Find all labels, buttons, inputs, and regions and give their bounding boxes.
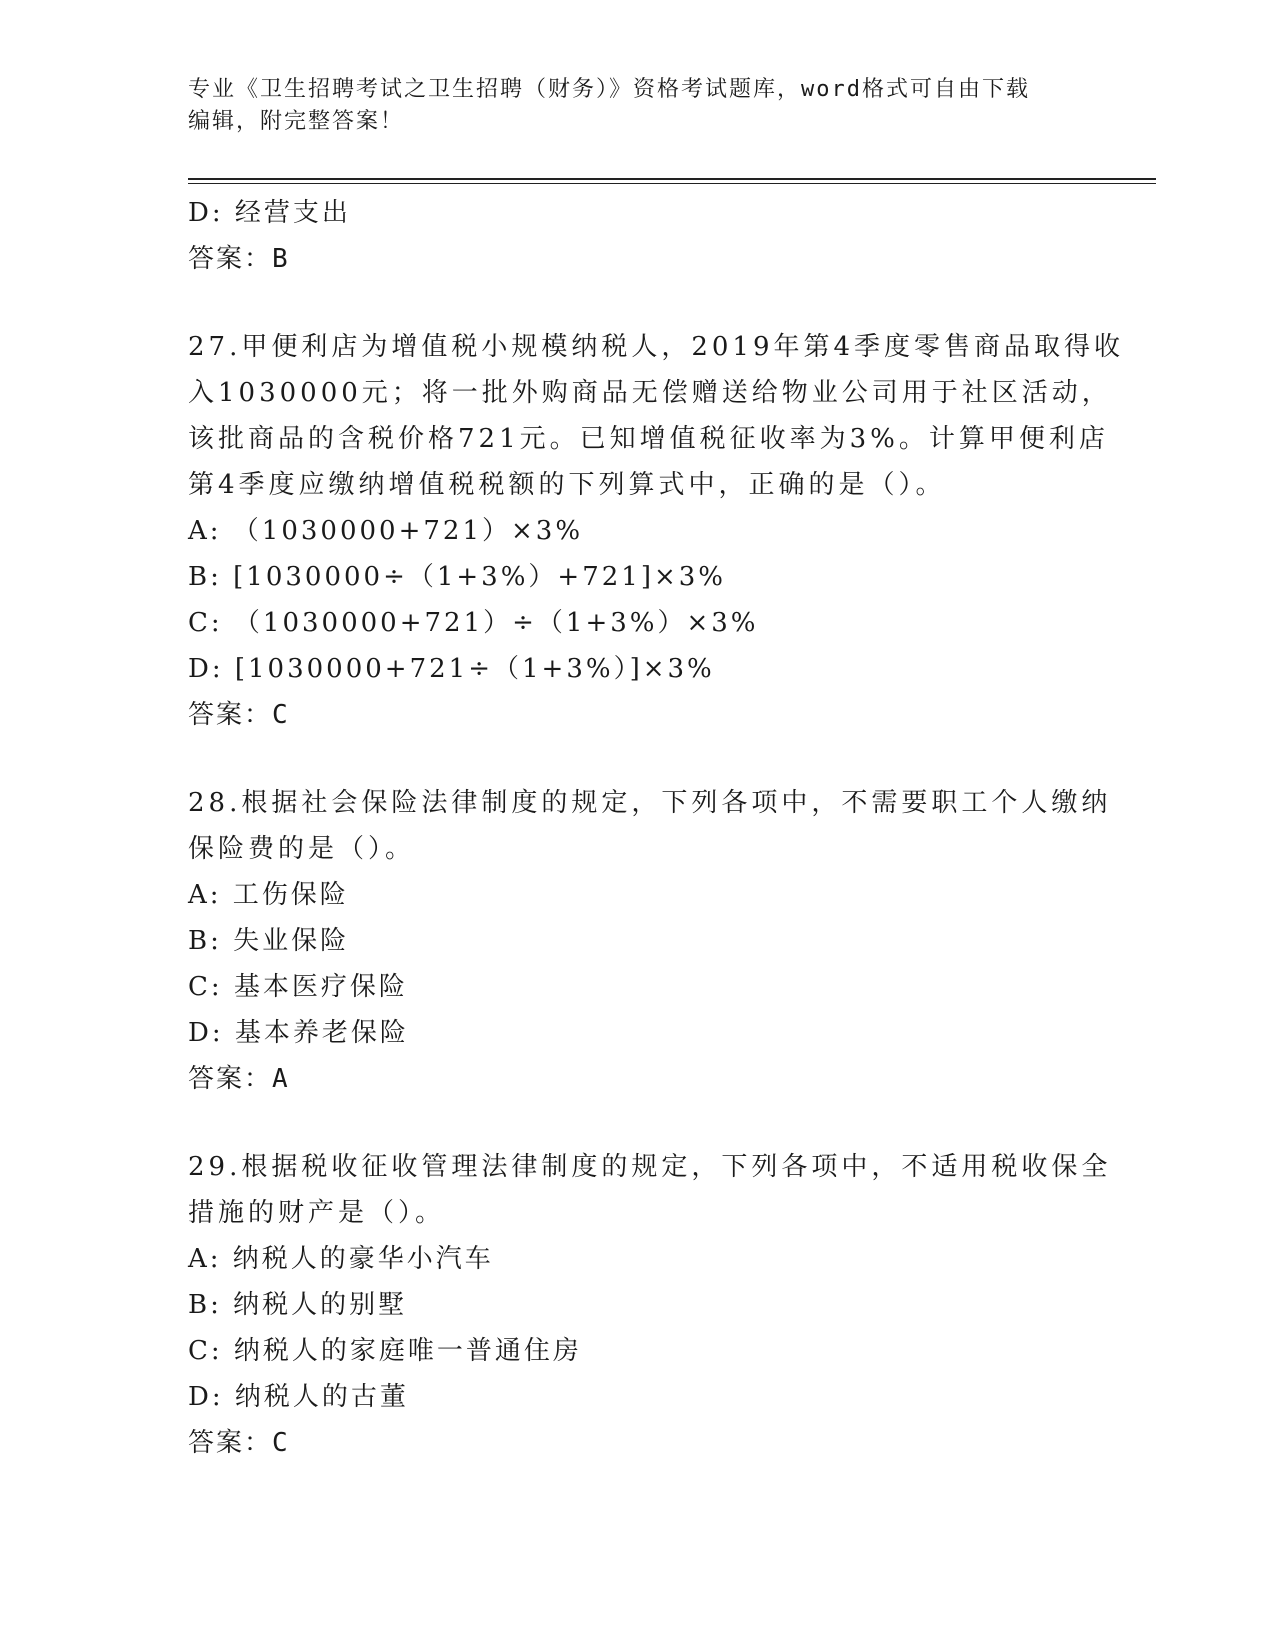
option-c: C: （1030000+721）÷（1+3%）×3% (188, 608, 759, 638)
answer-line: 答案：C (188, 700, 290, 730)
header-line-2: 编辑，附完整答案！ (188, 109, 405, 134)
question-text-line: 第4季度应缴纳增值税税额的下列算式中，正确的是（）。 (188, 470, 946, 500)
option-d: D: [1030000+721÷（1+3%）]×3% (188, 654, 715, 684)
option-d: D: 基本养老保险 (188, 1018, 409, 1048)
option-b: B: [1030000÷（1+3%）+721]×3% (188, 562, 727, 592)
header-divider-thin (188, 183, 1156, 184)
header-divider-thick (188, 178, 1156, 180)
document-header (188, 74, 1088, 138)
question-text-line: 29.根据税收征收管理法律制度的规定，下列各项中，不适用税收保全 (188, 1152, 1112, 1182)
answer-line: 答案：A (188, 1064, 290, 1094)
option-c: C: 基本医疗保险 (188, 972, 408, 1002)
option-b: B: 纳税人的别墅 (188, 1290, 408, 1320)
previous-question-tail (188, 190, 1088, 282)
option-d: D: 经营支出 (188, 198, 351, 228)
question-text-line: 保险费的是（）。 (188, 834, 416, 864)
question-text-line: 28.根据社会保险法律制度的规定，下列各项中，不需要职工个人缴纳 (188, 788, 1112, 818)
option-c: C: 纳税人的家庭唯一普通住房 (188, 1336, 582, 1366)
option-a: A: 工伤保险 (188, 880, 349, 910)
option-a: A: （1030000+721）×3% (188, 516, 584, 546)
question-text-line: 措施的财产是（）。 (188, 1198, 446, 1228)
header-line-1: 专业《卫生招聘考试之卫生招聘（财务）》资格考试题库，word格式可自由下载 (188, 77, 1030, 102)
question-text-line: 入1030000元；将一批外购商品无偿赠送给物业公司用于社区活动， (188, 378, 1112, 408)
document-body (188, 190, 1125, 1466)
question-text-line: 该批商品的含税价格721元。已知增值税征收率为3%。计算甲便利店 (188, 424, 1109, 454)
option-b: B: 失业保险 (188, 926, 350, 956)
question-29 (188, 1144, 1112, 1236)
question-text-line: 27.甲便利店为增值税小规模纳税人，2019年第4季度零售商品取得收 (188, 332, 1125, 362)
question-27 (188, 324, 1125, 508)
option-d: D: 纳税人的古董 (188, 1382, 409, 1412)
answer-line: 答案：B (188, 244, 290, 274)
answer-line: 答案：C (188, 1428, 290, 1458)
question-28 (188, 780, 1112, 872)
option-a: A: 纳税人的豪华小汽车 (188, 1244, 494, 1274)
